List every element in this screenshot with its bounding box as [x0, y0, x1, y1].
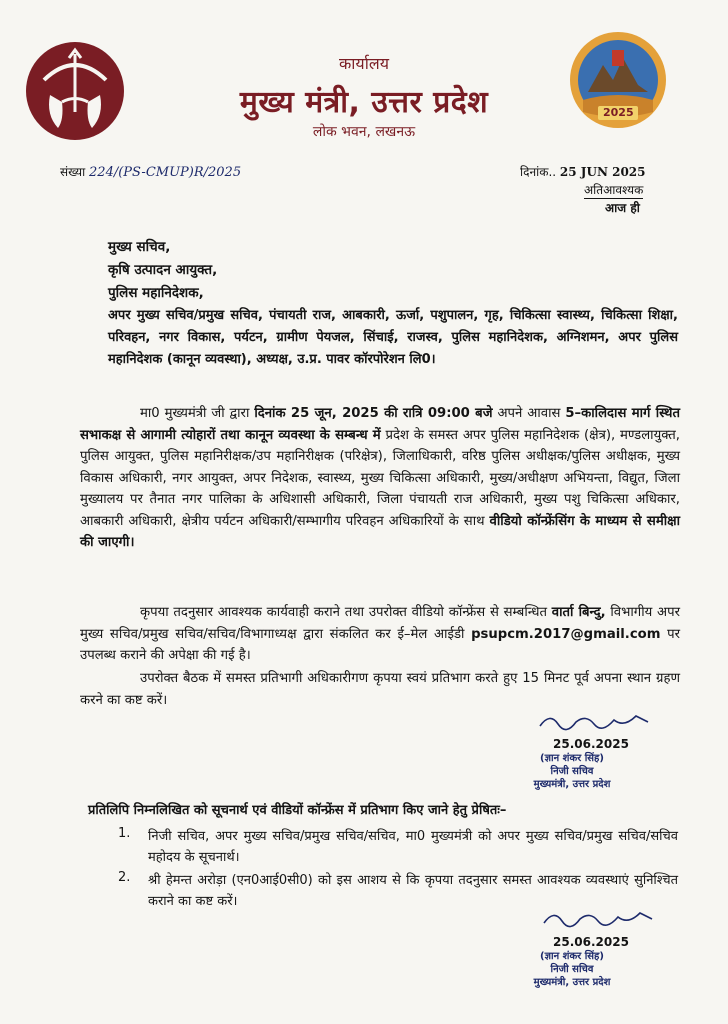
stamp-1-office: मुख्यमंत्री, उत्तर प्रदेश [533, 779, 611, 790]
stamp-2-office: मुख्यमंत्री, उत्तर प्रदेश [533, 977, 611, 988]
copy-item-1-text: निजी सचिव, अपर मुख्य सचिव/प्रमुख सचिव/सचिव, मा0 मुख्यमंत्री को अपर मुख्य सचिव/प्रमुख सचिव/सचिव महोदय के सूचनार्थ। [148, 829, 678, 865]
reference-value: 224/(PS-CMUP)R/2025 [89, 165, 242, 180]
signature-1-date: 25.06.2025 [553, 737, 629, 751]
office-label: कार्यालय [339, 54, 389, 73]
signature-2-date: 25.06.2025 [553, 935, 629, 949]
stamp-2-post: निजी सचिव [550, 964, 594, 975]
date-value: 25 JUN 2025 [559, 165, 646, 179]
p1-bold-venue: 5–कालिदास मार्ग स्थित सभाकक्ष से आगामी त्योहारों तथा कानून व्यवस्था के सम्बन्ध में [80, 406, 680, 443]
p2-bold-points: वार्ता बिन्दु, [551, 605, 606, 620]
copy-item-2-text: श्री हेमन्त अरोड़ा (एन0आई0सी0) को इस आशय से कि कृपया तदनुसार समस्त आवश्यक व्यवस्थाएं सुनिश्चित कराने का कष्ट करें। [148, 873, 678, 909]
p1-text-c: अपने आवास [492, 406, 566, 421]
signature-2-icon [540, 905, 660, 935]
p1-bold-review: वीडियो कॉन्फ्रेंसिंग के माध्यम से समीक्षा की जाएगी। [80, 513, 680, 550]
body-paragraph-1 [80, 403, 680, 554]
stamp-1-name: (ज्ञान शंकर सिंह) [540, 753, 604, 764]
urgent-text: अतिआवश्यक [584, 183, 644, 197]
p1-text-a: मा0 मुख्यमंत्री जी द्वारा [140, 406, 255, 421]
addressee-2: कृषि उत्पादन आयुक्त, [108, 262, 218, 278]
copy-item-2-number: 2. [118, 870, 131, 885]
date-label: दिनांक [520, 165, 549, 179]
copy-item-1-number: 1. [118, 826, 131, 841]
addressee-4: अपर मुख्य सचिव/प्रमुख सचिव, पंचायती राज, आबकारी, ऊर्जा, पशुपालन, गृह, चिकित्सा स्वास्थ्य, चिकित्सा शिक्षा, परिवहन, नगर विकास, पर्यटन, ग्रामीण पेयजल, सिंचाई, राजस्व, पुलिस महानिदेशक, अग्निशमन, अपर पुलिस महानिदेशक (कानून व्यवस्था), अध्यक्ष, उ.प्र. पावर कॉरपोरेशन लि0। [108, 308, 678, 367]
p2-text-a: कृपया तदनुसार आवश्यक कार्यवाही कराने तथा उपरोक्त वीडियो कॉन्फ्रेंस से सम्बन्धित [140, 605, 552, 620]
office-title: मुख्य मंत्री, उत्तर प्रदेश [239, 85, 489, 120]
addressee-1: मुख्य सचिव, [108, 239, 171, 255]
stamp-2-name: (ज्ञान शंकर सिंह) [540, 951, 604, 962]
reference-label: संख्या [60, 165, 86, 179]
today-mark: आज ही [605, 201, 640, 215]
body-paragraph-2 [80, 602, 680, 667]
p2-text-d: पर उपलब्ध कराने की अपेक्षा की गई है। [80, 626, 680, 663]
reference-number [60, 163, 241, 180]
stamp-1-post: निजी सचिव [550, 766, 594, 777]
signature-1-stamp [512, 752, 632, 791]
office-address: लोक भवन, लखनऊ [312, 124, 416, 140]
email-address: psupcm.2017@gmail.com [471, 626, 661, 642]
copy-heading: प्रतिलिपि निम्नलिखित को सूचनार्थ एवं वीडियों कॉन्फ्रेंस में प्रतिभाग किए जाने हेतु प्रेषितः– [88, 803, 507, 818]
signature-1-icon [536, 708, 656, 738]
p1-bold-datetime: दिनांक 25 जून, 2025 की रात्रि 09:00 बजे [254, 406, 493, 421]
p1-text-e: प्रदेश के समस्त अपर पुलिस महानिदेशक (क्षेत्र), मण्डलायुक्त, पुलिस आयुक्त, पुलिस महानिरीक्षक/उप महानिरीक्षक (परिक्षेत्र), जिलाधिकारी, वरिष्ठ पुलिस अधीक्षक/पुलिस अधीक्षक, मुख्य विकास अधिकारी, नगर आयुक्त, अपर निदेशक, स्वास्थ्य, मुख्य चिकित्सा अधिकारी, मुख्य/अधीक्षण अभियन्ता, विद्युत, जिला मुख्यालय पर तैनात नगर पालिका के अधिशासी अधिकारी, जिला पंचायती राज अधिकारी, मुख्य पशु चिकित्सा अधिकार, आबकारी अधिकारी, क्षेत्रीय पर्यटन अधिकारी/सम्भागीय परिवहन अधिकारियों के साथ [80, 427, 680, 529]
body-paragraph-3: उपरोक्त बैठक में समस्त प्रतिभागी अधिकारीगण कृपया स्वयं प्रतिभाग करते हुए 15 मिनट पूर्व अपना स्थान ग्रहण करने का कष्ट करें। [80, 671, 680, 708]
addressee-3: पुलिस महानिदेशक, [108, 285, 204, 301]
p2-text-c: विभागीय अपर मुख्य सचिव/प्रमुख सचिव/सचिव/विभागाध्यक्ष द्वारा संकलित कर ई–मेल आईडी [80, 605, 680, 642]
letter-date: दिनांक.. 25 JUN 2025 [520, 165, 646, 179]
kumbh-year: 2025 [603, 106, 634, 119]
signature-2-stamp [512, 950, 632, 989]
urgent-mark [584, 181, 643, 199]
